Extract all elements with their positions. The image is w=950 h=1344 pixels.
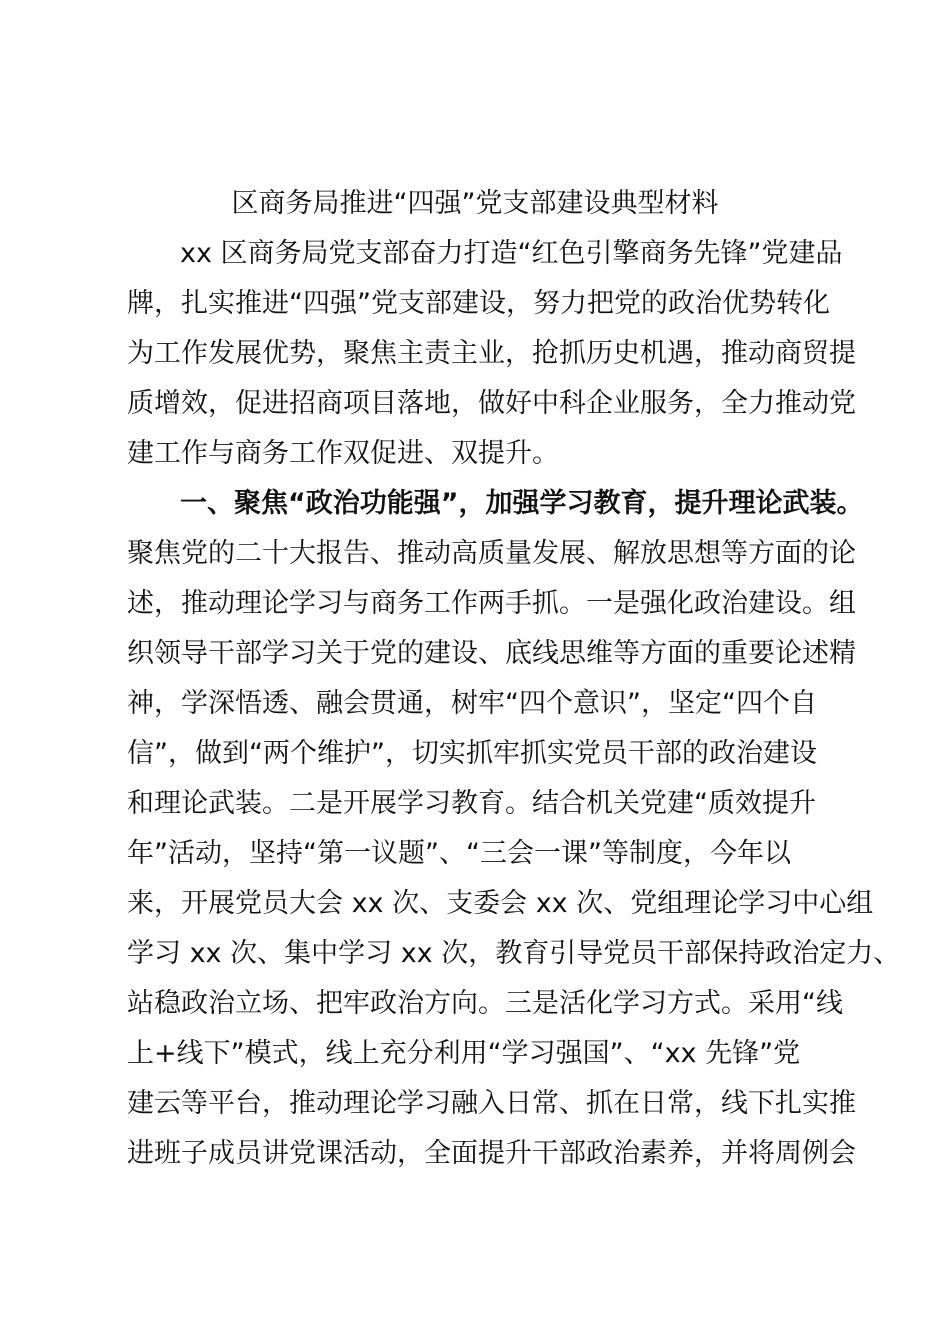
paragraph-2-line-4: 织领导干部学习关于党的建设、底线思维等方面的重要论述精 xyxy=(127,638,856,669)
paragraph-2-line-13: 建云等平台，推动理论学习融入日常、抓在日常，线下扎实推 xyxy=(127,1088,856,1119)
paragraph-2-line-2: 聚焦党的二十大报告、推动高质量发展、解放思想等方面的论 xyxy=(127,538,856,569)
paragraph-2-line-3: 述，推动理论学习与商务工作两手抓。一是强化政治建设。组 xyxy=(127,588,856,619)
paragraph-2-line-9: 来，开展党员大会 xx 次、支委会 xx 次、党组理论学习中心组 xyxy=(127,888,874,919)
paragraph-2-line-10: 学习 xx 次、集中学习 xx 次，教育引导党员干部保持政治定力、 xyxy=(127,938,901,969)
paragraph-2-line-8: 年”活动，坚持“第一议题”、“三会一课”等制度，今年以 xyxy=(127,838,791,869)
paragraph-2-line-1: 一、聚焦“政治功能强”，加强学习教育，提升理论武装。 xyxy=(180,488,864,519)
paragraph-1-line-2: 牌，扎实推进“四强”党支部建设，努力把党的政治优势转化 xyxy=(127,288,830,319)
paragraph-1-line-1: xx 区商务局党支部奋力打造“红色引擎商务先锋”党建品 xyxy=(180,238,843,269)
paragraph-2-line-12: 上+线下”模式，线上充分利用“学习强国”、“xx 先锋”党 xyxy=(127,1038,801,1069)
paragraph-2-line-5: 神，学深悟透、融会贯通，树牢“四个意识”，坚定“四个自 xyxy=(127,688,817,719)
paragraph-1-line-4: 质增效，促进招商项目落地，做好中科企业服务，全力推动党 xyxy=(127,388,856,419)
paragraph-2-line-14: 进班子成员讲党课活动，全面提升干部政治素养，并将周例会 xyxy=(127,1138,856,1169)
paragraph-2-line-11: 站稳政治立场、把牢政治方向。三是活化学习方式。采用“线 xyxy=(127,988,843,1019)
paragraph-2-line-6: 信”，做到“两个维护”，切实抓牢抓实党员干部的政治建设 xyxy=(127,738,817,769)
paragraph-1-line-3: 为工作发展优势，聚焦主责主业，抢抓历史机遇，推动商贸提 xyxy=(127,338,856,369)
document-title: 区商务局推进“四强”党支部建设典型材料 xyxy=(231,188,719,219)
paragraph-1-line-5: 建工作与商务工作双促进、双提升。 xyxy=(127,438,559,469)
paragraph-2-line-7: 和理论武装。二是开展学习教育。结合机关党建“质效提升 xyxy=(127,788,816,819)
